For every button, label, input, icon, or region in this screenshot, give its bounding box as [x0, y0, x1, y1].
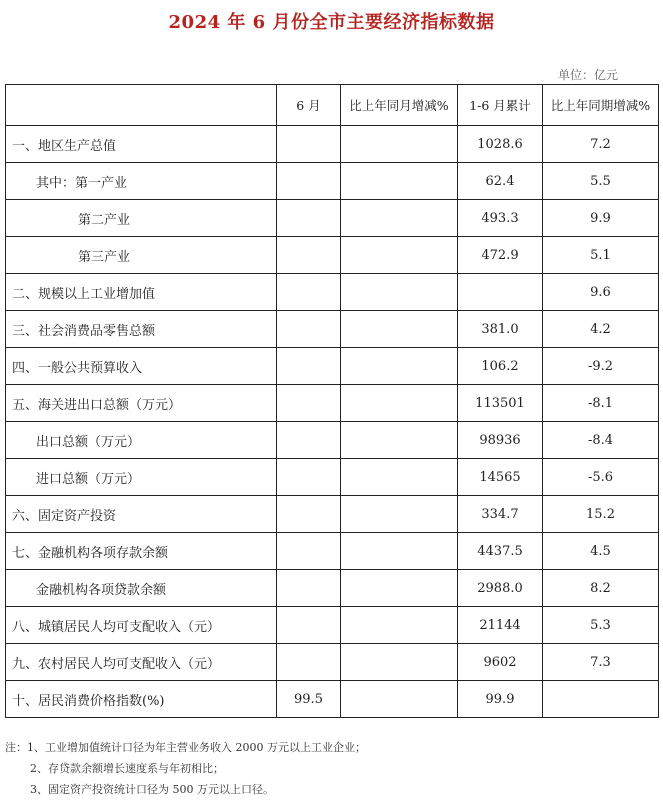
row-label-cell: 六、固定资产投资 — [6, 496, 277, 533]
header-cell-month: 6 月 — [277, 85, 341, 126]
ytd-change-cell: 9.6 — [543, 274, 659, 311]
ytd-value-cell: 2988.0 — [458, 570, 543, 607]
ytd-value-cell: 381.0 — [458, 311, 543, 348]
unit-label: 单位：亿元 — [557, 68, 618, 82]
month-value-cell: 99.5 — [277, 681, 341, 718]
row-label-cell: 五、海关进出口总额（万元） — [6, 385, 277, 422]
row-label-cell: 八、城镇居民人均可支配收入（元） — [6, 607, 277, 644]
table-row — [6, 459, 659, 496]
month-change-cell — [341, 311, 458, 348]
table-row — [6, 237, 659, 274]
ytd-change-cell: 5.3 — [543, 607, 659, 644]
table-row — [6, 533, 659, 570]
row-label-cell: 二、规模以上工业增加值 — [6, 274, 277, 311]
ytd-value-cell: 4437.5 — [458, 533, 543, 570]
table-row — [6, 200, 659, 237]
month-change-cell — [341, 459, 458, 496]
row-label-cell: 出口总额（万元） — [6, 422, 277, 459]
month-value-cell — [277, 348, 341, 385]
ytd-value-cell: 21144 — [458, 607, 543, 644]
ytd-change-cell: 15.2 — [543, 496, 659, 533]
table-row — [6, 570, 659, 607]
month-value-cell — [277, 422, 341, 459]
ytd-value-cell: 1028.6 — [458, 126, 543, 163]
table-row — [6, 126, 659, 163]
month-value-cell — [277, 533, 341, 570]
footnotes — [5, 737, 366, 800]
footnote: 注：1、工业增加值统计口径为年主营业务收入 2000 万元以上工业企业； — [5, 741, 366, 754]
table-row — [6, 422, 659, 459]
ytd-change-cell: -8.1 — [543, 385, 659, 422]
row-label-cell: 其中：第一产业 — [6, 163, 277, 200]
month-value-cell — [277, 274, 341, 311]
footnote: 3、固定资产投资统计口径为 500 万元以上口径。 — [30, 783, 274, 796]
month-value-cell — [277, 311, 341, 348]
table-row — [6, 496, 659, 533]
table-row — [6, 681, 659, 718]
ytd-value-cell: 99.9 — [458, 681, 543, 718]
month-value-cell — [277, 200, 341, 237]
month-value-cell — [277, 607, 341, 644]
month-change-cell — [341, 570, 458, 607]
ytd-change-cell: 4.2 — [543, 311, 659, 348]
ytd-change-cell: 7.2 — [543, 126, 659, 163]
month-value-cell — [277, 163, 341, 200]
header-cell-label — [6, 85, 277, 126]
ytd-value-cell: 334.7 — [458, 496, 543, 533]
ytd-change-cell: 7.3 — [543, 644, 659, 681]
month-value-cell — [277, 570, 341, 607]
page-title: 2024 年 6 月份全市主要经济指标数据 — [168, 12, 495, 33]
ytd-change-cell: 8.2 — [543, 570, 659, 607]
ytd-value-cell: 62.4 — [458, 163, 543, 200]
indicator-table — [5, 84, 659, 718]
ytd-change-cell: 5.1 — [543, 237, 659, 274]
header-cell-ytd-change: 比上年同期增减% — [543, 85, 659, 126]
month-change-cell — [341, 237, 458, 274]
month-value-cell — [277, 644, 341, 681]
ytd-change-cell: -9.2 — [543, 348, 659, 385]
table-row — [6, 644, 659, 681]
row-label-cell: 四、一般公共预算收入 — [6, 348, 277, 385]
ytd-change-cell — [543, 681, 659, 718]
month-change-cell — [341, 348, 458, 385]
month-change-cell — [341, 274, 458, 311]
table-row — [6, 607, 659, 644]
header-cell-ytd: 1-6 月累计 — [458, 85, 543, 126]
ytd-value-cell: 14565 — [458, 459, 543, 496]
month-change-cell — [341, 496, 458, 533]
row-label-cell: 第二产业 — [6, 200, 277, 237]
month-change-cell — [341, 200, 458, 237]
ytd-value-cell: 9602 — [458, 644, 543, 681]
ytd-change-cell: 4.5 — [543, 533, 659, 570]
row-label-cell: 进口总额（万元） — [6, 459, 277, 496]
row-label-cell: 九、农村居民人均可支配收入（元） — [6, 644, 277, 681]
table-row — [6, 163, 659, 200]
month-change-cell — [341, 607, 458, 644]
ytd-change-cell: 5.5 — [543, 163, 659, 200]
month-change-cell — [341, 422, 458, 459]
row-label-cell: 金融机构各项贷款余额 — [6, 570, 277, 607]
table-row — [6, 385, 659, 422]
row-label-cell: 三、社会消费品零售总额 — [6, 311, 277, 348]
row-label-cell: 十、居民消费价格指数(%) — [6, 681, 277, 718]
month-value-cell — [277, 237, 341, 274]
ytd-change-cell: -8.4 — [543, 422, 659, 459]
month-value-cell — [277, 459, 341, 496]
ytd-value-cell: 113501 — [458, 385, 543, 422]
ytd-value-cell: 98936 — [458, 422, 543, 459]
month-change-cell — [341, 163, 458, 200]
ytd-value-cell: 472.9 — [458, 237, 543, 274]
ytd-value-cell — [458, 274, 543, 311]
table-row — [6, 348, 659, 385]
month-change-cell — [341, 385, 458, 422]
row-label-cell: 七、金融机构各项存款余额 — [6, 533, 277, 570]
month-change-cell — [341, 126, 458, 163]
row-label-cell: 一、地区生产总值 — [6, 126, 277, 163]
ytd-change-cell: 9.9 — [543, 200, 659, 237]
table-header-row — [6, 85, 659, 126]
month-value-cell — [277, 496, 341, 533]
table-row — [6, 311, 659, 348]
month-value-cell — [277, 126, 341, 163]
row-label-cell: 第三产业 — [6, 237, 277, 274]
month-change-cell — [341, 681, 458, 718]
month-value-cell — [277, 385, 341, 422]
header-cell-month-change: 比上年同月增减% — [341, 85, 458, 126]
ytd-value-cell: 106.2 — [458, 348, 543, 385]
ytd-change-cell: -5.6 — [543, 459, 659, 496]
month-change-cell — [341, 533, 458, 570]
ytd-value-cell: 493.3 — [458, 200, 543, 237]
month-change-cell — [341, 644, 458, 681]
footnote: 2、存贷款余额增长速度系与年初相比； — [30, 762, 224, 775]
table-row — [6, 274, 659, 311]
